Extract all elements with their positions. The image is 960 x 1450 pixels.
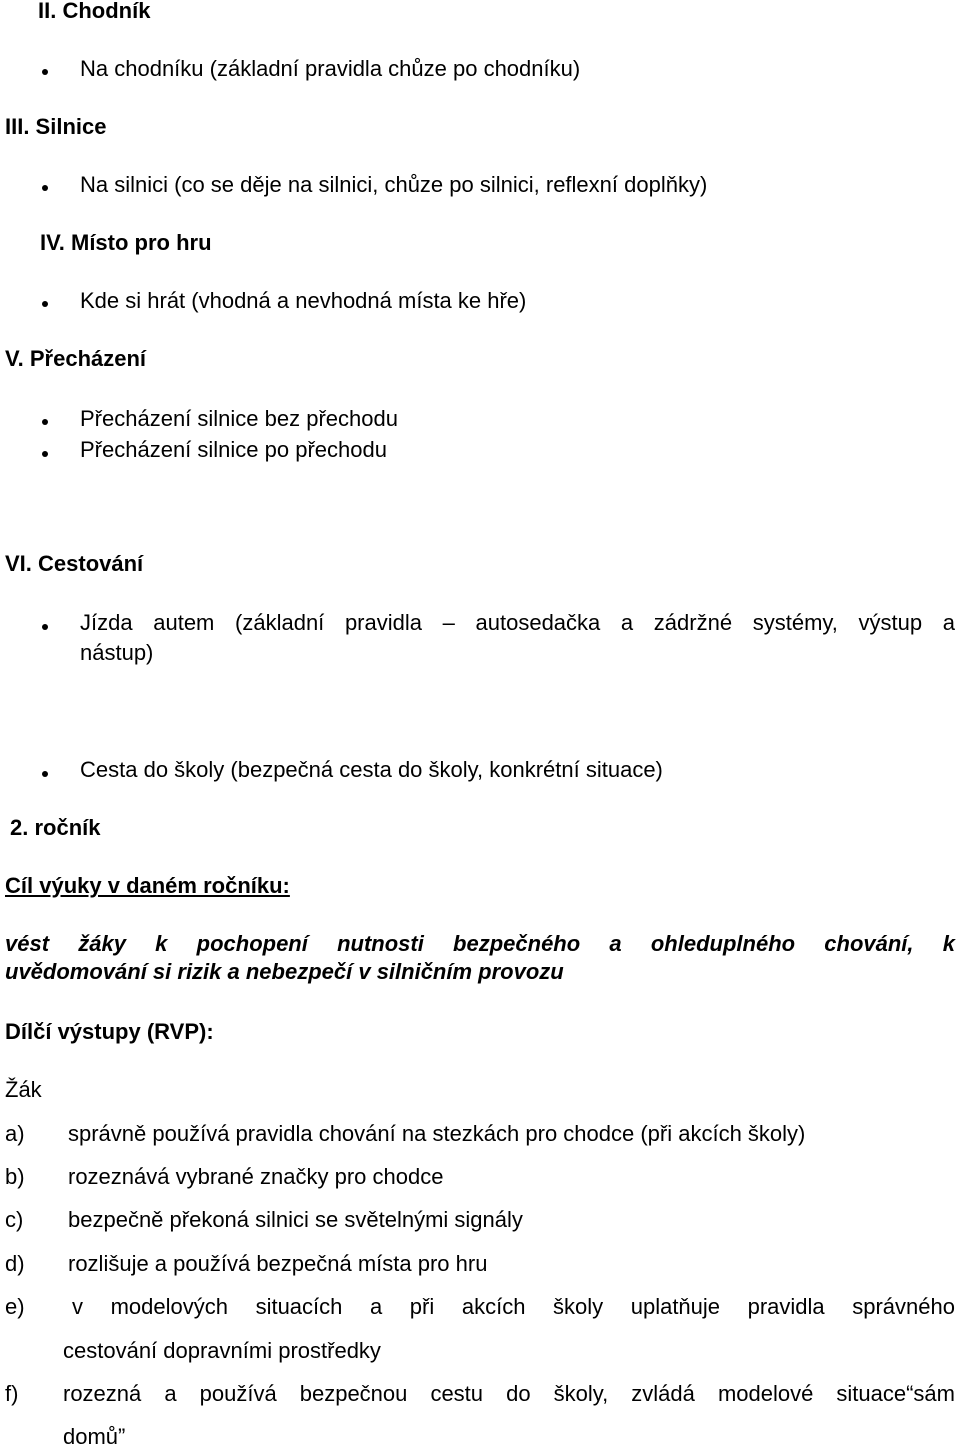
section-title-silnice: III. Silnice [5,114,107,139]
output-item-continuation: cestování dopravními prostředky [63,1338,381,1363]
bullet-item: Kde si hrát (vhodná a nevhodná místa ke hře) [80,288,527,313]
bullet-icon [42,419,48,425]
output-item: rozlišuje a používá bezpečná místa pro hru [68,1251,488,1276]
goal-text-line2: uvědomování si rizik a nebezpečí v silničním provozu [5,959,564,984]
outputs-heading: Dílčí výstupy (RVP): [5,1019,214,1044]
output-item: správně používá pravidla chování na stezkách pro chodce (při akcích školy) [68,1121,806,1146]
grade-heading: 2. ročník [10,815,101,840]
section-title-chodnik: II. Chodník [38,0,151,23]
bullet-icon [42,69,48,75]
bullet-icon [42,185,48,191]
bullet-item: Na chodníku (základní pravidla chůze po chodníku) [80,56,581,81]
bullet-icon [42,301,48,307]
output-item-continuation: domů” [63,1424,126,1449]
section-title-misto-pro-hru: IV. Místo pro hru [40,230,212,255]
output-item: rozezná a používá bezpečnou cestu do školy, zvládá modelové situace“sám [63,1381,955,1406]
bullet-icon [42,771,48,777]
output-item: v modelových situacích a při akcích školy uplatňuje pravidla správného [72,1294,955,1319]
bullet-item: Na silnici (co se děje na silnici, chůze po silnici, reflexní doplňky) [80,172,708,197]
bullet-icon [42,451,48,457]
bullet-item-continuation: nástup) [80,640,154,665]
bullet-icon [42,624,48,630]
output-letter: f) [5,1381,19,1406]
output-item: rozeznává vybrané značky pro chodce [68,1164,444,1189]
section-title-prechazeni: V. Přecházení [5,346,147,371]
pupil-label: Žák [5,1077,42,1102]
section-title-cestovani: VI. Cestování [5,551,144,576]
bullet-item: Cesta do školy (bezpečná cesta do školy, konkrétní situace) [80,757,663,782]
output-letter: d) [5,1251,25,1276]
bullet-item: Jízda autem (základní pravidla – autosedačka a zádržné systémy, výstup a [80,610,955,635]
output-letter: e) [5,1294,25,1319]
output-letter: b) [5,1164,25,1189]
goal-text-line1: vést žáky k pochopení nutnosti bezpečného a ohleduplného chování, k [5,931,955,956]
output-item: bezpečně překoná silnici se světelnými signály [68,1207,523,1232]
output-letter: c) [5,1207,24,1232]
bullet-item: Přecházení silnice bez přechodu [80,406,398,431]
bullet-item: Přecházení silnice po přechodu [80,437,387,462]
goal-heading: Cíl výuky v daném ročníku: [5,873,290,898]
output-letter: a) [5,1121,25,1146]
